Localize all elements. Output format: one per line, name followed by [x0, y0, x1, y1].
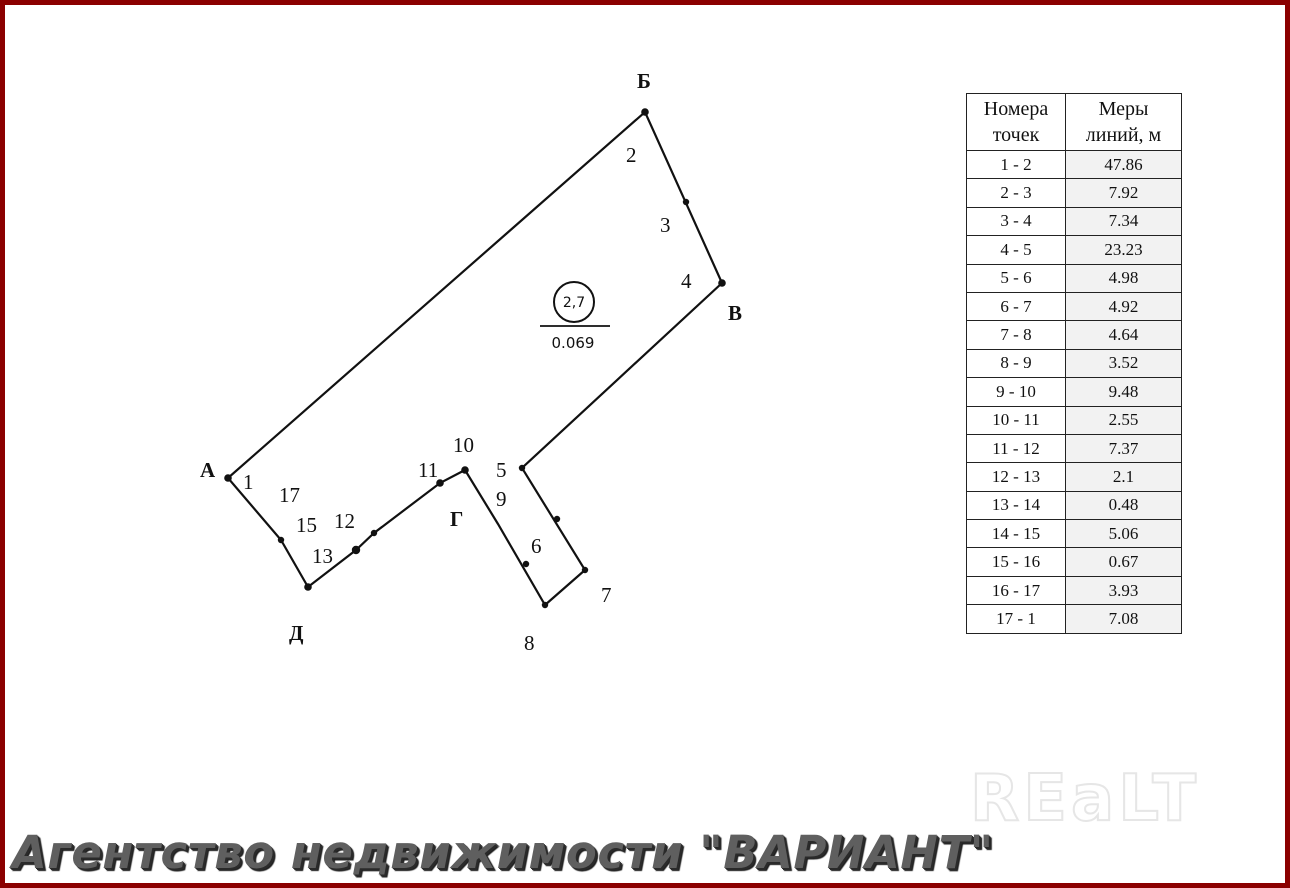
corner-label-g: Г	[450, 507, 464, 531]
point-label-15: 15	[296, 513, 317, 537]
vertex-b	[641, 108, 649, 116]
vertex-13	[352, 546, 360, 554]
row-points: 2 - 3	[967, 179, 1066, 207]
row-points: 16 - 17	[967, 576, 1066, 604]
table-row	[967, 264, 1182, 292]
row-points: 10 - 11	[967, 406, 1066, 434]
corner-label-a: А	[200, 458, 216, 482]
table-row	[967, 548, 1182, 576]
row-points: 9 - 10	[967, 378, 1066, 406]
row-length: 7.37	[1066, 434, 1182, 462]
point-label-4: 4	[681, 269, 692, 293]
vertex-3	[683, 199, 689, 205]
vertex-15	[278, 537, 284, 543]
table-row	[967, 520, 1182, 548]
point-label-11: 11	[418, 458, 439, 482]
vertex-d	[304, 583, 312, 591]
row-points: 13 - 14	[967, 491, 1066, 519]
corner-label-b: Б	[637, 69, 651, 93]
row-length: 0.67	[1066, 548, 1182, 576]
row-points: 1 - 2	[967, 151, 1066, 179]
table-row	[967, 207, 1182, 235]
agency-name: Агентство недвижимости "ВАРИАНТ"	[12, 826, 994, 879]
row-length: 9.48	[1066, 378, 1182, 406]
row-length: 47.86	[1066, 151, 1182, 179]
point-label-5: 5	[496, 458, 507, 482]
vertex-8	[542, 602, 548, 608]
vertex-v	[718, 279, 726, 287]
plot-number: 2,7	[562, 295, 586, 311]
point-label-1: 1	[243, 470, 254, 494]
row-points: 7 - 8	[967, 321, 1066, 349]
table-row	[967, 292, 1182, 320]
row-length: 7.34	[1066, 207, 1182, 235]
row-points: 12 - 13	[967, 463, 1066, 491]
header-lengths: Меры линий, м	[1066, 94, 1182, 151]
table-row	[967, 491, 1182, 519]
line-measures-table	[966, 93, 1182, 634]
point-label-13: 13	[312, 544, 333, 568]
point-label-3: 3	[660, 213, 671, 237]
row-length: 2.55	[1066, 406, 1182, 434]
point-label-17: 17	[279, 483, 300, 507]
table-body	[967, 151, 1182, 634]
row-points: 5 - 6	[967, 264, 1066, 292]
plot-area: 0.069	[551, 334, 595, 352]
row-length: 3.52	[1066, 349, 1182, 377]
table-row	[967, 349, 1182, 377]
vertex-a	[224, 474, 232, 482]
vertex-7	[582, 567, 588, 573]
table-header-row	[967, 94, 1182, 151]
table-row	[967, 463, 1182, 491]
row-length: 4.98	[1066, 264, 1182, 292]
row-length: 7.92	[1066, 179, 1182, 207]
table-row	[967, 406, 1182, 434]
table-row	[967, 151, 1182, 179]
point-label-10: 10	[453, 433, 474, 457]
table-row	[967, 179, 1182, 207]
row-length: 0.48	[1066, 491, 1182, 519]
point-label-8: 8	[524, 631, 535, 655]
row-length: 2.1	[1066, 463, 1182, 491]
table-row	[967, 321, 1182, 349]
row-length: 4.92	[1066, 292, 1182, 320]
row-length: 3.93	[1066, 576, 1182, 604]
corner-label-d: Д	[289, 621, 304, 645]
row-points: 8 - 9	[967, 349, 1066, 377]
point-label-7: 7	[601, 583, 612, 607]
header-points: Номера точек	[967, 94, 1066, 151]
row-points: 15 - 16	[967, 548, 1066, 576]
table-row	[967, 605, 1182, 633]
row-length: 4.64	[1066, 321, 1182, 349]
watermark-logo: REaLT	[970, 762, 1201, 836]
table-row	[967, 378, 1182, 406]
point-label-6: 6	[531, 534, 542, 558]
vertex-9	[523, 561, 529, 567]
point-label-9: 9	[496, 487, 507, 511]
row-length: 5.06	[1066, 520, 1182, 548]
row-points: 14 - 15	[967, 520, 1066, 548]
row-points: 6 - 7	[967, 292, 1066, 320]
row-points: 17 - 1	[967, 605, 1066, 633]
vertex-10	[461, 466, 469, 474]
row-length: 23.23	[1066, 236, 1182, 264]
point-label-12: 12	[334, 509, 355, 533]
point-label-2: 2	[626, 143, 637, 167]
table-row	[967, 576, 1182, 604]
table-row	[967, 236, 1182, 264]
row-length: 7.08	[1066, 605, 1182, 633]
vertex-6	[554, 516, 560, 522]
row-points: 4 - 5	[967, 236, 1066, 264]
table-row	[967, 434, 1182, 462]
vertex-12	[371, 530, 377, 536]
vertex-5	[519, 465, 525, 471]
corner-label-v: В	[728, 301, 743, 325]
row-points: 11 - 12	[967, 434, 1066, 462]
row-points: 3 - 4	[967, 207, 1066, 235]
